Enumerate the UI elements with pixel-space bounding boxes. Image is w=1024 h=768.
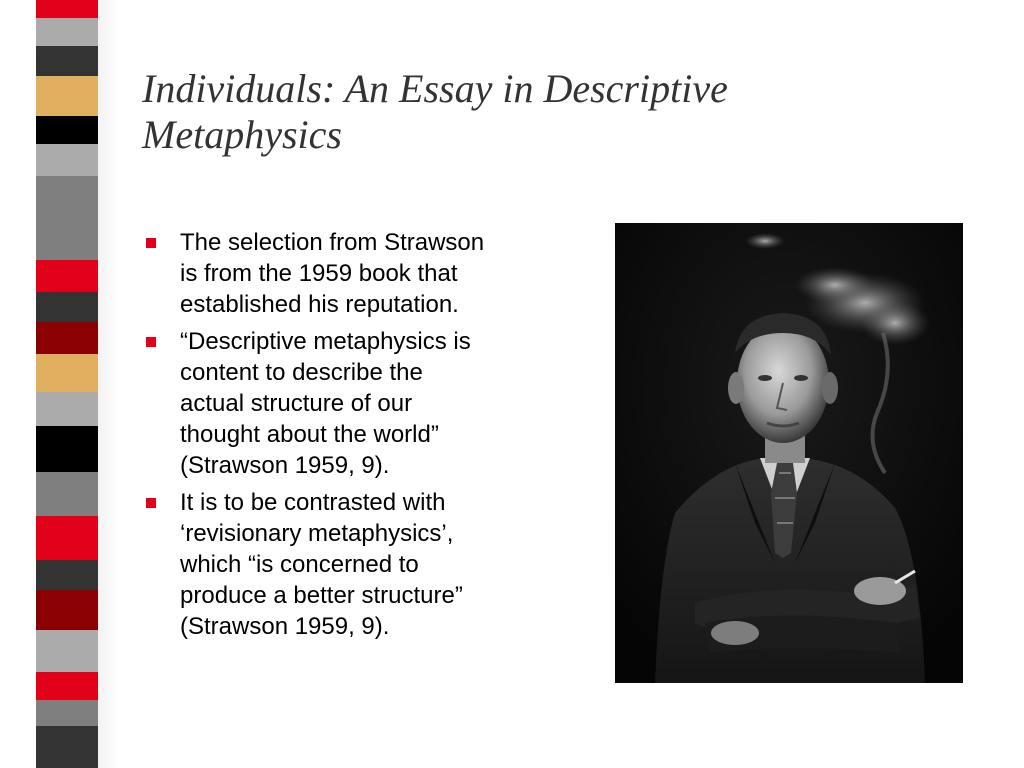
stripe-segment bbox=[36, 292, 98, 322]
stripe-segment bbox=[36, 18, 98, 46]
square-bullet-icon bbox=[146, 498, 156, 508]
stripe-segment bbox=[36, 672, 98, 700]
stripe-segment bbox=[36, 354, 98, 392]
stripe-segment bbox=[36, 216, 98, 260]
stripe-segment bbox=[36, 176, 98, 216]
title-line-2: Metaphysics bbox=[142, 112, 342, 157]
stripe-segment bbox=[36, 472, 98, 516]
bullet-item-2 bbox=[142, 326, 562, 481]
slide-title bbox=[142, 66, 902, 158]
bullet-2-line: thought about the world” bbox=[180, 421, 439, 448]
decorative-stripe-bar bbox=[0, 0, 120, 768]
bullet-2-line: “Descriptive metaphysics is bbox=[180, 328, 471, 355]
stripe-segment bbox=[36, 322, 98, 354]
portrait-image bbox=[615, 223, 963, 683]
stripe-segment bbox=[36, 116, 98, 144]
bullet-list bbox=[142, 227, 562, 648]
stripe-segment bbox=[36, 726, 98, 768]
bullet-1-line: The selection from Strawson bbox=[180, 229, 485, 256]
bullet-text-3 bbox=[180, 487, 562, 642]
bullet-3-line: (Strawson 1959, 9). bbox=[180, 613, 390, 640]
title-line-1: Individuals: An Essay in Descriptive bbox=[142, 66, 728, 111]
stripe-segment bbox=[36, 630, 98, 672]
stripe-segment bbox=[36, 392, 98, 426]
stripe-segment bbox=[36, 426, 98, 472]
stripe-segment bbox=[36, 590, 98, 630]
stripe-segment bbox=[36, 260, 98, 292]
bullet-2-line: (Strawson 1959, 9). bbox=[180, 452, 390, 479]
bullet-3-line: ‘revisionary metaphysics’, bbox=[180, 520, 454, 547]
bullet-3-line: produce a better structure” bbox=[180, 582, 463, 609]
stripe-segment bbox=[36, 0, 98, 18]
stripe-segment bbox=[36, 144, 98, 176]
bullet-2-line: actual structure of our bbox=[180, 390, 413, 417]
bullet-3-line: which “is concerned to bbox=[180, 551, 419, 578]
bullet-text-1 bbox=[180, 227, 562, 320]
stripe-segment bbox=[36, 46, 98, 76]
stripe-segment bbox=[36, 560, 98, 590]
bullet-item-1 bbox=[142, 227, 562, 320]
strawson-portrait-photo bbox=[615, 223, 963, 683]
bullet-1-line: is from the 1959 book that bbox=[180, 260, 458, 287]
stripe-segment bbox=[36, 700, 98, 726]
square-bullet-icon bbox=[146, 337, 156, 347]
bullet-item-3 bbox=[142, 487, 562, 642]
bullet-2-line: content to describe the bbox=[180, 359, 423, 386]
square-bullet-icon bbox=[146, 238, 156, 248]
stripe-segment bbox=[36, 76, 98, 116]
stripe-segment bbox=[36, 516, 98, 560]
bullet-text-2 bbox=[180, 326, 562, 481]
stripe-column bbox=[36, 0, 98, 768]
bullet-1-line: established his reputation. bbox=[180, 291, 459, 318]
bullet-3-line: It is to be contrasted with bbox=[180, 489, 446, 516]
